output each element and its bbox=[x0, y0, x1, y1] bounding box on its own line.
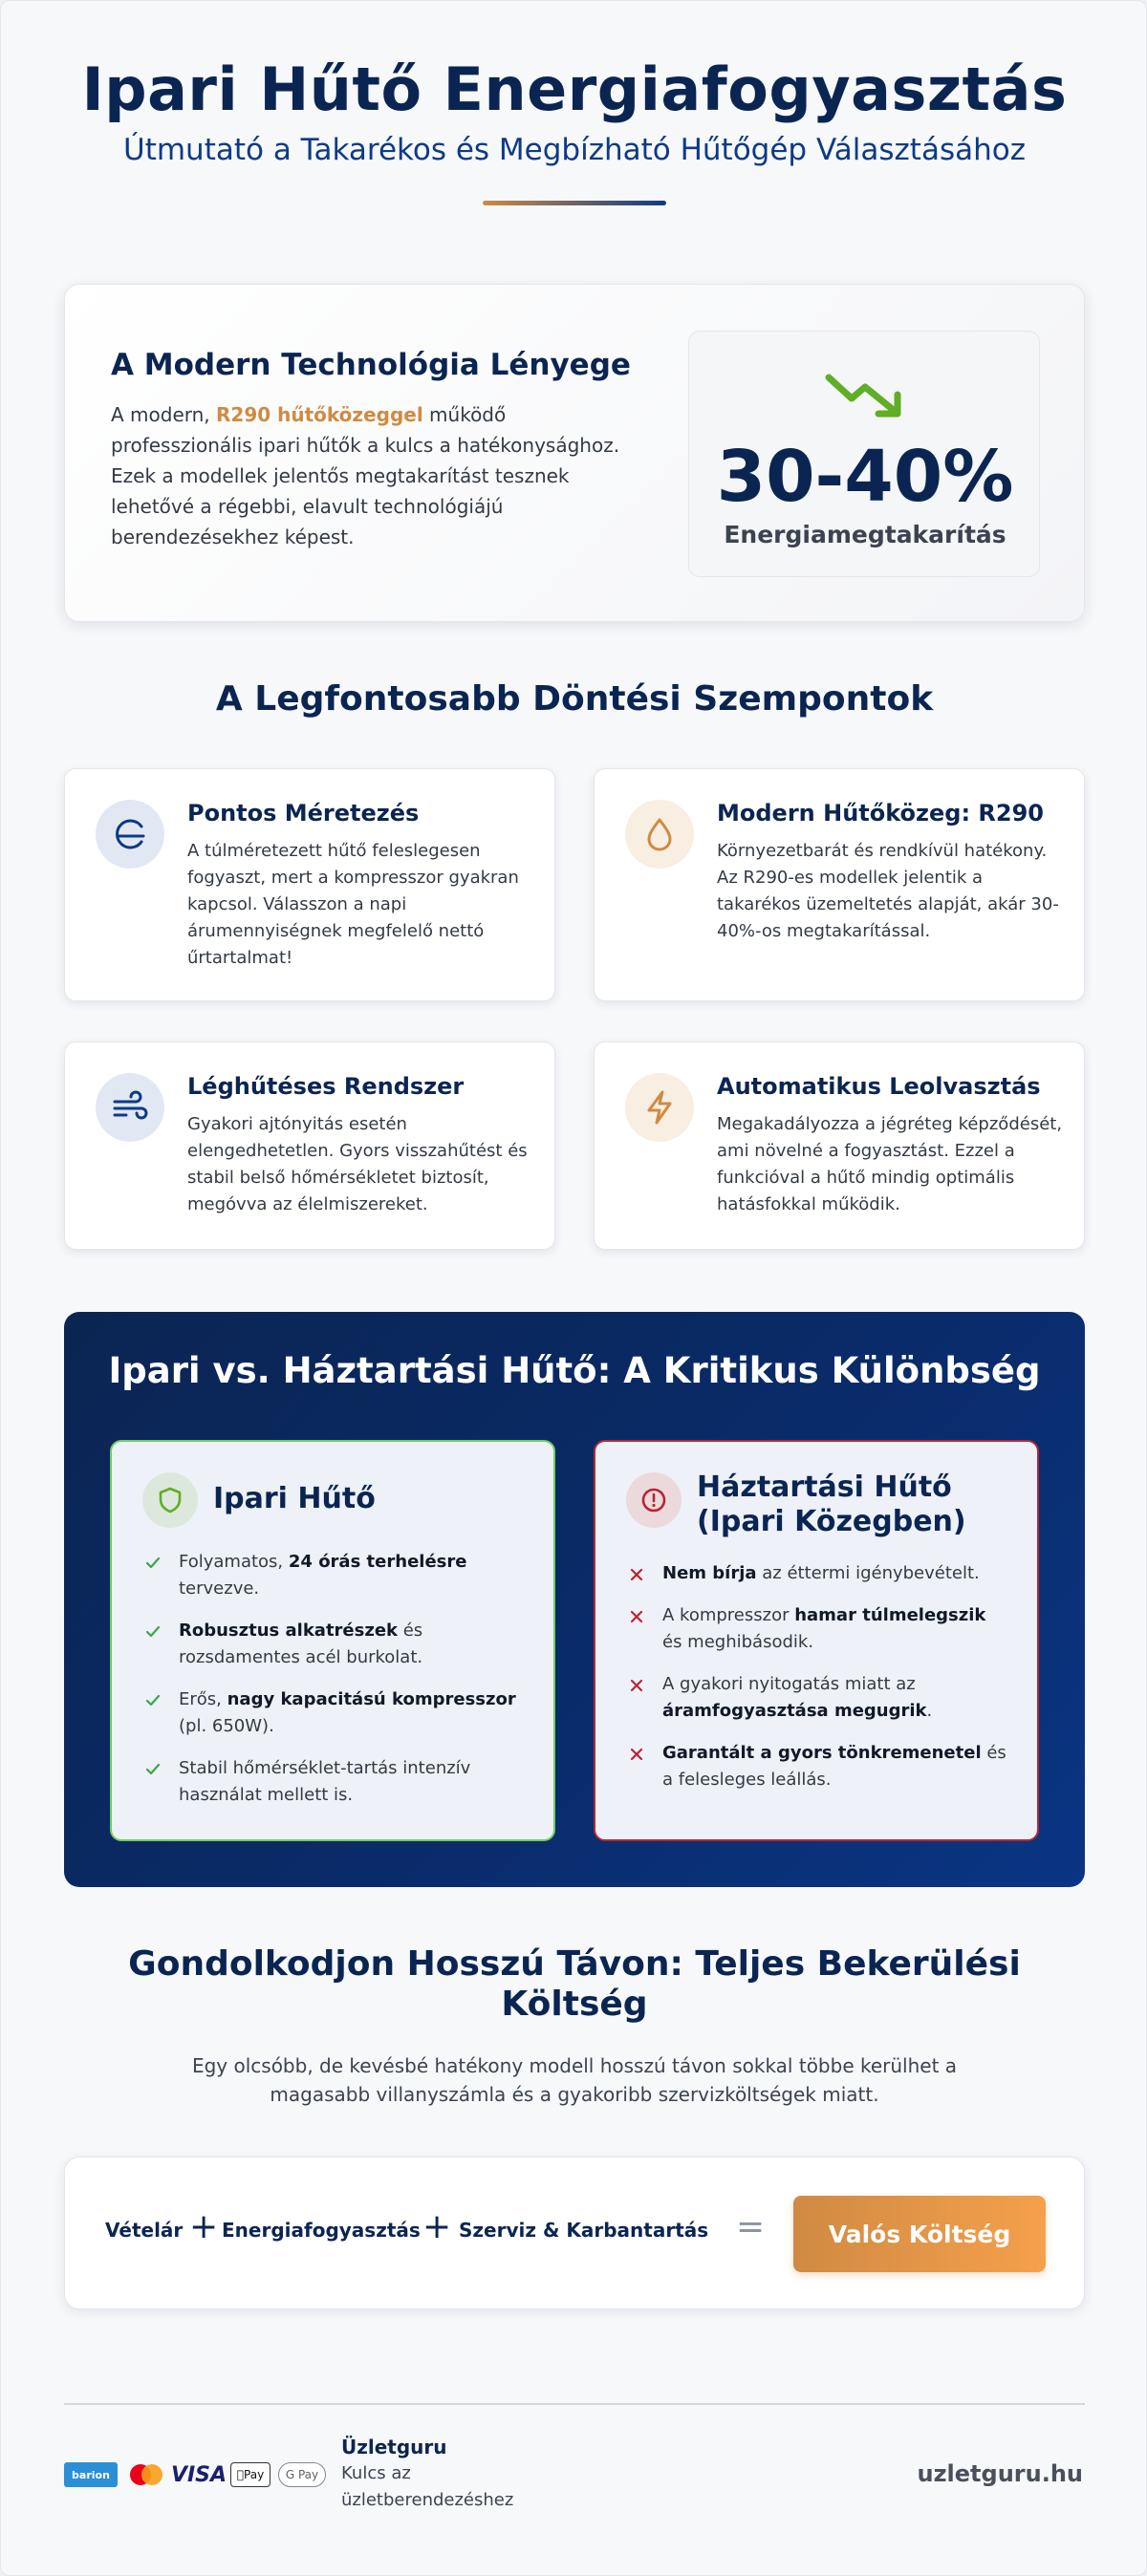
footer-brand bbox=[341, 2434, 532, 2514]
wind-icon bbox=[96, 1073, 164, 1142]
header-divider bbox=[483, 201, 666, 205]
formula-energy: Energiafogyasztás bbox=[222, 2219, 421, 2242]
list-item bbox=[144, 1755, 527, 1809]
intro-text-start: A modern, bbox=[111, 403, 217, 426]
household-list bbox=[628, 1560, 1010, 1809]
intro-text bbox=[111, 399, 646, 552]
item-text: és meghibásodik. bbox=[662, 1632, 814, 1652]
item-text: (pl. 650W). bbox=[179, 1716, 274, 1736]
brand-tagline: Kulcs az üzletberendezéshez bbox=[341, 2463, 514, 2510]
item-text: Erős, bbox=[179, 1689, 227, 1709]
plus-icon: + bbox=[189, 2207, 219, 2246]
item-text: az éttermi igénybevételt. bbox=[756, 1563, 980, 1583]
intro-text-end: működő professzionális ipari hűtők a kulcs a hatékonysághoz. Ezek a modellek jelentős megtakarítást tesznek lehetővé a régebbi, elavult technológiájú berendezésekhez képest. bbox=[111, 403, 620, 548]
criteria-card-title: Modern Hűtőközeg: R290 bbox=[717, 800, 1044, 826]
criteria-card-title: Léghűtéses Rendszer bbox=[187, 1073, 465, 1100]
item-text: Folyamatos, bbox=[179, 1552, 289, 1572]
tco-text: Egy olcsóbb, de kevésbé hatékony modell hosszú távon sokkal többe kerülhet a magasabb villanyszámla és a gyakoribb szervizköltségek miatt. bbox=[191, 2054, 958, 2106]
tco-title-line: Költség bbox=[501, 1985, 648, 2024]
header bbox=[1, 54, 1147, 169]
household-title bbox=[697, 1470, 966, 1539]
list-item bbox=[628, 1560, 1010, 1587]
criteria-title: A Legfontosabb Döntési Szempontok bbox=[215, 679, 934, 719]
cross-icon bbox=[628, 1677, 645, 1694]
apple-pay-logo bbox=[230, 2462, 271, 2487]
mastercard-logo bbox=[125, 2462, 167, 2487]
stat-value: 30-40% bbox=[716, 436, 1014, 518]
cross-icon bbox=[628, 1566, 645, 1583]
criteria-card-text: Környezetbarát és rendkívül hatékony. Az R290-es modellek jelentik a takarékos üzemeltetés alapját, akár 30-40%-os megtakarítással. bbox=[717, 841, 1059, 941]
industrial-card bbox=[110, 1440, 555, 1841]
item-bold: nagy kapacitású kompresszor bbox=[227, 1689, 516, 1709]
item-text: Stabil hőmérséklet-tartás intenzív használat mellett is. bbox=[179, 1758, 471, 1805]
tco-title bbox=[1, 1944, 1147, 2025]
criteria-card-refrigerant bbox=[594, 768, 1085, 1001]
visa-logo: VISA bbox=[170, 2462, 227, 2487]
droplet-icon bbox=[625, 800, 694, 869]
comparison-section bbox=[64, 1312, 1085, 1887]
item-text: tervezve. bbox=[179, 1578, 260, 1599]
criteria-card-text: Megakadályozza a jégréteg képződését, ami növelné a fogyasztást. Ezzel a funkcióval a hűtő mindig optimális hatásfokkal működik. bbox=[717, 1114, 1063, 1214]
intro-highlight: R290 hűtőközeggel bbox=[216, 403, 423, 426]
site-link[interactable]: uzletguru.hu bbox=[917, 2460, 1083, 2487]
check-icon bbox=[144, 1555, 162, 1572]
real-cost-badge: Valós Költség bbox=[793, 2196, 1046, 2272]
formula-service: Szerviz & Karbantartás bbox=[459, 2219, 709, 2242]
criteria-card-text: Gyakori ajtónyitás esetén elengedhetetlen. Gyors visszahűtést és stabil belső hőmérsékletet biztosít, megóvva az élelmiszereket. bbox=[187, 1114, 528, 1214]
cross-icon bbox=[628, 1608, 645, 1625]
google-pay-logo: G Pay bbox=[278, 2462, 326, 2487]
page-title: Ipari Hűtő Energiafogyasztás bbox=[81, 54, 1068, 124]
cost-formula bbox=[64, 2157, 1085, 2309]
page-subtitle: Útmutató a Takarékos és Megbízható Hűtőgép Választásához bbox=[123, 133, 1026, 167]
lightning-icon bbox=[625, 1073, 694, 1142]
item-bold: áramfogyasztása megugrik bbox=[662, 1701, 927, 1721]
list-item bbox=[144, 1549, 527, 1602]
check-icon bbox=[144, 1692, 162, 1709]
item-text: . bbox=[926, 1701, 933, 1721]
barion-logo: barion bbox=[64, 2462, 118, 2487]
item-text: és rozsdamentes acél burkolat. bbox=[179, 1621, 423, 1667]
check-icon bbox=[144, 1623, 162, 1641]
intro-title: A Modern Technológia Lényege bbox=[111, 348, 631, 382]
list-item bbox=[628, 1602, 1010, 1656]
criteria-card-text: A túlméretezett hűtő feleslegesen fogyaszt, mert a kompresszor gyakran kapcsol. Válasszon a napi árumennyiségnek megfelelő nettó űrtartalmat! bbox=[187, 841, 519, 968]
criteria-card-sizing bbox=[64, 768, 555, 1001]
gauge-icon bbox=[96, 800, 164, 869]
intro-card bbox=[64, 284, 1085, 622]
item-text: A kompresszor bbox=[662, 1605, 795, 1625]
check-icon bbox=[144, 1761, 162, 1778]
list-item bbox=[144, 1618, 527, 1671]
list-item bbox=[628, 1740, 1010, 1793]
criteria-card-aircooling bbox=[64, 1041, 555, 1250]
alert-icon bbox=[626, 1472, 682, 1528]
brand-name: Üzletguru bbox=[341, 2436, 447, 2458]
apple-pay-text: Pay bbox=[240, 2468, 261, 2481]
item-bold: Robusztus alkatrészek bbox=[179, 1621, 399, 1641]
criteria-card-defrost bbox=[594, 1041, 1085, 1250]
apple-icon bbox=[237, 2468, 244, 2481]
list-item bbox=[628, 1671, 1010, 1725]
plus-icon: + bbox=[422, 2207, 452, 2246]
shield-icon bbox=[142, 1472, 198, 1528]
item-bold: 24 órás terhelésre bbox=[288, 1552, 467, 1572]
item-bold: hamar túlmelegszik bbox=[794, 1605, 986, 1625]
savings-stat bbox=[688, 331, 1040, 577]
industrial-title: Ipari Hűtő bbox=[213, 1482, 376, 1515]
household-title-line: Háztartási Hűtő bbox=[697, 1470, 952, 1504]
comparison-title: Ipari vs. Háztartási Hűtő: A Kritikus Különbség bbox=[108, 1350, 1041, 1391]
list-item bbox=[144, 1686, 527, 1740]
industrial-list bbox=[144, 1549, 527, 1824]
stat-label: Energiamegtakarítás bbox=[724, 521, 1006, 548]
household-title-line: (Ipari Közegben) bbox=[697, 1505, 966, 1538]
equals-icon: = bbox=[736, 2207, 766, 2246]
item-bold: Garantált a gyors tönkremenetel bbox=[662, 1743, 982, 1763]
criteria-card-title: Pontos Méretezés bbox=[187, 800, 420, 826]
formula-purchase-price: Vételár bbox=[105, 2219, 184, 2242]
item-bold: Nem bírja bbox=[662, 1563, 757, 1583]
footer-divider bbox=[64, 2403, 1085, 2405]
household-card bbox=[594, 1440, 1039, 1841]
item-text: és a felesleges leállás. bbox=[662, 1743, 1006, 1790]
item-text: A gyakori nyitogatás miatt az bbox=[662, 1674, 916, 1694]
criteria-card-title: Automatikus Leolvasztás bbox=[717, 1073, 1041, 1100]
trending-down-icon bbox=[823, 370, 909, 421]
tco-title-line: Gondolkodjon Hosszú Távon: Teljes Bekerülési bbox=[128, 1944, 1021, 1984]
cross-icon bbox=[628, 1746, 645, 1763]
